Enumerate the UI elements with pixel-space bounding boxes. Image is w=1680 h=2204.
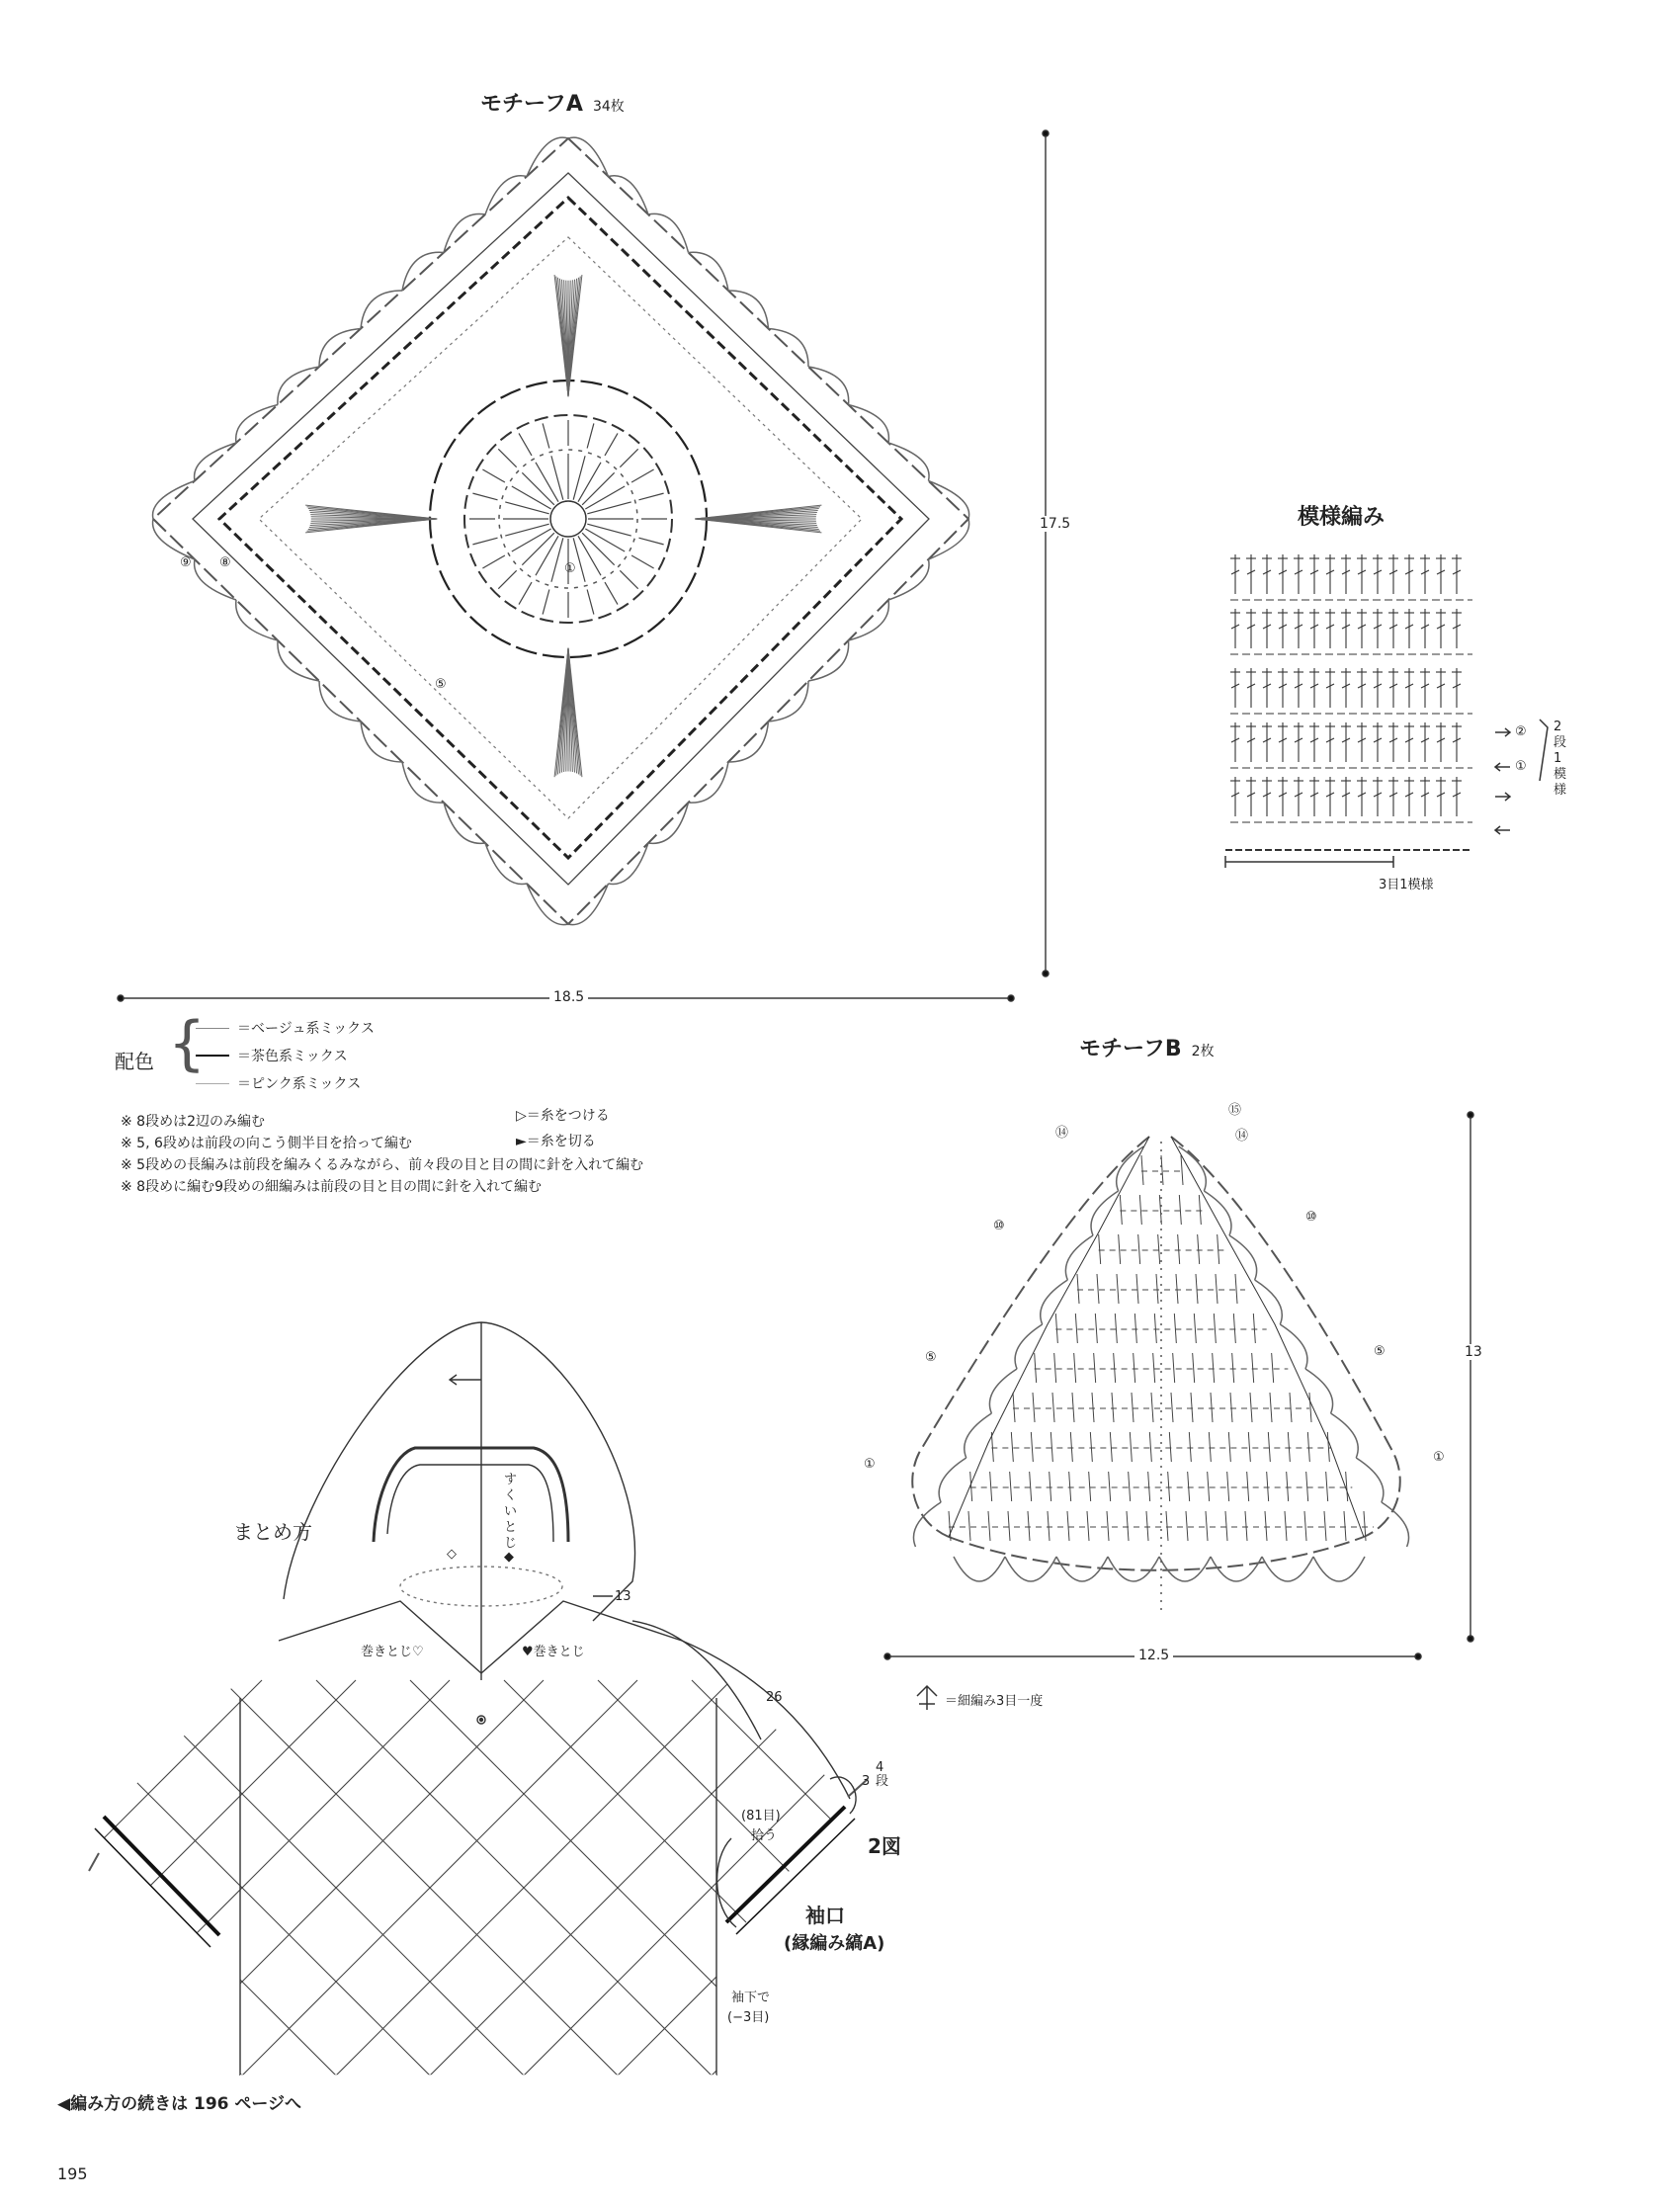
motif-b-round-10-right: ⑩	[1305, 1210, 1317, 1225]
figure-ref: 2図	[868, 1834, 901, 1858]
motif-a-height: 17.5	[1036, 516, 1074, 532]
heart-icon: ♥	[522, 1645, 534, 1659]
continue-link[interactable]: ◀編み方の続きは 196 ページへ	[57, 2094, 302, 2114]
note-item: ※ 5, 6段めは前段の向こう側半目を拾って編む	[121, 1136, 412, 1151]
pickup-label: 拾う	[751, 1828, 778, 1843]
attach-symbol-icon: ▷	[516, 1108, 527, 1124]
pattern-stitch-title: 模様編み	[1298, 505, 1386, 530]
motif-b-title	[1079, 1032, 1215, 1062]
motif-a-round-8: ⑧	[219, 555, 231, 570]
color-brown: ＝茶色系ミックス	[196, 1042, 375, 1069]
yarn-cut-legend: ►＝糸を切る	[516, 1134, 596, 1149]
color-pink: ＝ピンク系ミックス	[196, 1069, 375, 1097]
pattern-row-repeat: 2段1模様	[1554, 720, 1567, 798]
page-number: 195	[57, 2164, 88, 2183]
color-scheme-list	[196, 1014, 375, 1097]
underarm-count: (−3目)	[727, 2010, 770, 2025]
cut-symbol-icon: ►	[516, 1134, 527, 1149]
seam-right-label: ♥巻きとじ	[522, 1645, 585, 1659]
cuff-subtitle: (縁編み縞A)	[784, 1933, 885, 1954]
dim-3: 3	[862, 1774, 871, 1789]
motif-a-width: 18.5	[549, 989, 588, 1005]
dim-13: 13	[615, 1589, 631, 1604]
color-scheme-label: 配色	[115, 1050, 154, 1073]
yarn-attach-legend: ▷＝糸をつける	[516, 1108, 610, 1124]
motif-a-round-1: ①	[564, 561, 576, 576]
motif-b-round-14-left: ⑭	[1055, 1126, 1069, 1141]
motif-b-count: 2枚	[1191, 1044, 1215, 1060]
color-scheme-brace: {	[168, 1009, 207, 1078]
motif-b-round-15: ⑮	[1228, 1103, 1242, 1118]
hood-seam-label: すくいとじ	[504, 1473, 518, 1551]
motif-a-title	[480, 87, 625, 118]
motif-a-title-text: モチーフA	[480, 92, 583, 117]
motif-b-symbol-note: ＝細編み3目一度	[945, 1694, 1044, 1709]
motif-b-chart	[912, 1137, 1408, 1611]
motif-a-count: 34枚	[592, 99, 625, 115]
seam-diamond-outline-icon: ◇	[447, 1547, 457, 1562]
motif-b-title-text: モチーフB	[1079, 1037, 1182, 1061]
seam-left-label: 巻きとじ♡	[361, 1645, 424, 1659]
note-item: ※ 8段めに編む9段めの細編みは前段の目と目の間に針を入れて編む	[121, 1179, 542, 1195]
motif-b-round-14-right: ⑭	[1235, 1129, 1249, 1144]
note-item: ※ 8段めは2辺のみ編む	[121, 1114, 265, 1130]
motif-b-width: 12.5	[1134, 1648, 1173, 1663]
motif-b-round-5-left: ⑤	[925, 1350, 937, 1365]
pickup-count: (81目)	[741, 1809, 781, 1823]
underarm-label: 袖下で	[731, 1991, 771, 2005]
assembly-title: まとめ方	[233, 1520, 312, 1544]
pattern-row-2: ②	[1515, 724, 1527, 739]
motif-b-round-1-left: ①	[864, 1457, 876, 1472]
color-beige: ＝ベージュ系ミックス	[196, 1014, 375, 1042]
pattern-stitch-chart	[1225, 549, 1548, 868]
cuff-title: 袖口	[805, 1904, 845, 1927]
motif-b-height: 13	[1461, 1344, 1486, 1360]
dim-26: 26	[766, 1690, 783, 1705]
rows-label: 4段	[876, 1760, 889, 1789]
motif-b-round-1-right: ①	[1433, 1450, 1445, 1465]
motif-a-round-5: ⑤	[435, 677, 447, 692]
motif-a-round-9: ⑨	[180, 555, 192, 570]
motif-a-chart	[153, 137, 969, 924]
seam-diamond-icon: ◆	[504, 1550, 514, 1565]
note-item: ※ 5段めの長編みは前段を編みくるみながら、前々段の目と目の間に針を入れて編む	[121, 1157, 644, 1173]
motif-b-round-10-left: ⑩	[993, 1219, 1005, 1233]
pattern-repeat-label: 3目1模様	[1379, 878, 1434, 892]
heart-outline-icon: ♡	[412, 1645, 424, 1659]
motif-b-round-5-right: ⑤	[1374, 1344, 1386, 1359]
assembly-drawing	[0, 1322, 1295, 2095]
pattern-row-1: ①	[1515, 759, 1527, 774]
notes-list	[121, 1111, 643, 1198]
